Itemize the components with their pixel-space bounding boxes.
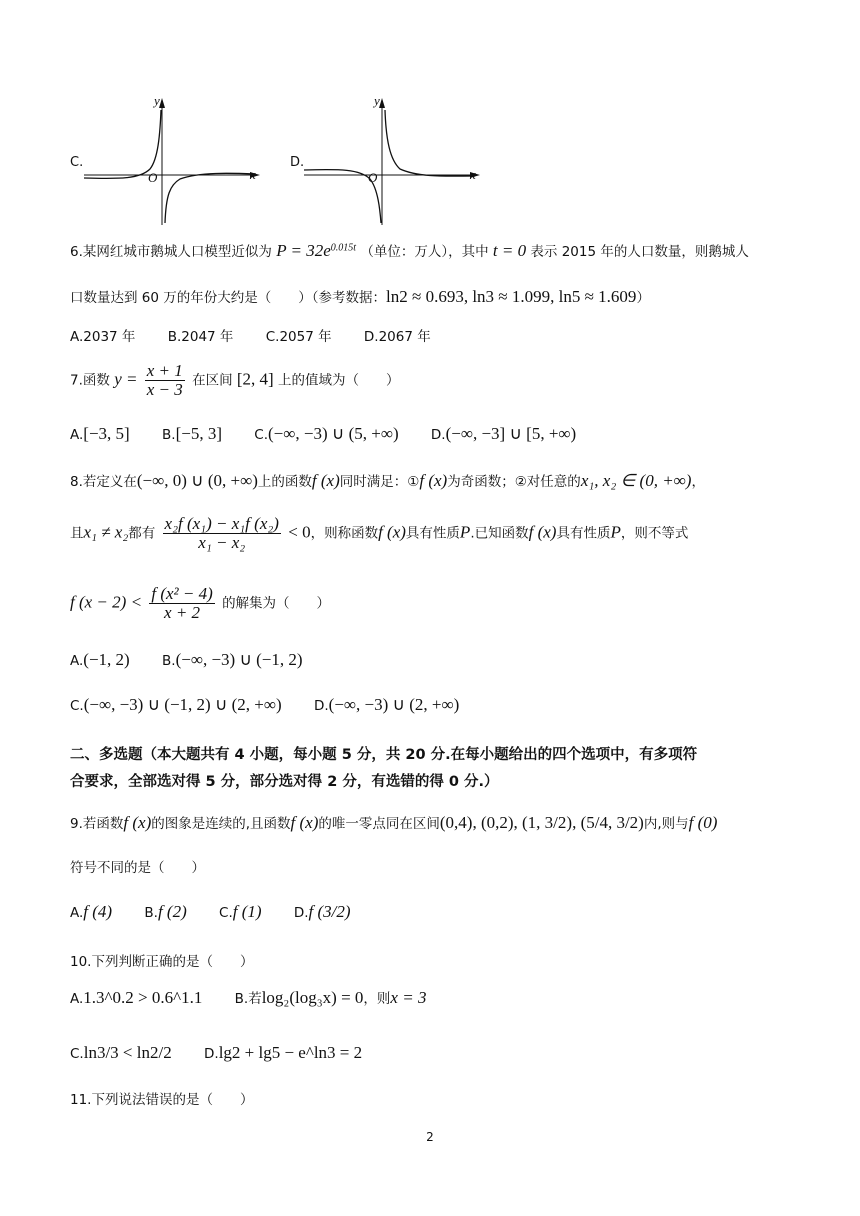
q7-stem-c: 上的值域为（ ） xyxy=(278,372,400,389)
q10-option-c[interactable]: C.ln3/3 < ln2/2 xyxy=(70,1043,172,1062)
q6-option-c[interactable]: C.2057 年 xyxy=(265,329,332,345)
q6-stem-a: 6.某网红城市鹅城人口模型近似为 xyxy=(70,244,272,260)
graph-c-plot xyxy=(70,95,270,230)
q9-option-d[interactable]: D.f (3/2) xyxy=(293,902,351,921)
graph-c xyxy=(70,95,270,230)
graph-d-origin: O xyxy=(368,170,378,185)
q8-line1: 8.若定义在(−∞, 0) ∪ (0, +∞)上的函数f (x)同时满足：①f (x)为奇函数；②对任意的x₁, x₂ ∈ (0, +∞)， xyxy=(70,471,705,490)
q9-option-c[interactable]: C.f (1) xyxy=(219,902,262,921)
q8-fx: f (x) xyxy=(311,471,340,490)
curve-right xyxy=(165,173,255,223)
page-number: 2 xyxy=(426,1130,434,1144)
graph-d-x: x xyxy=(470,167,476,182)
q7-numerator: x + 1 xyxy=(146,361,183,380)
curve-right xyxy=(385,110,475,176)
q10-option-a[interactable]: A.1.3^0.2 > 0.6^1.1 xyxy=(70,988,203,1007)
q8-options-row2 xyxy=(70,695,487,715)
q6-stem-b: （单位：万人），其中 xyxy=(360,244,489,260)
q8-line2: 且x₁ ≠ x₂都有 $\frac{\text{x₂f (x₁) − x₁f (x₂)}}{\text{x₁ − x₂}}$ < 0，则称函数f (x)具有性质P.已知函数f (x)具有性质P，则不等式 xyxy=(70,514,689,552)
q8-ineq-left: f (x − 2) < xyxy=(70,592,143,612)
q6-line1 xyxy=(70,240,749,261)
q9-intervals: (0,4), (0,2), (1, 3/2), (5/4, 3/2) xyxy=(439,813,644,832)
q7-denominator: x − 3 xyxy=(146,380,183,399)
q9-line2: 符号不同的是（ ） xyxy=(70,860,205,876)
q6-line2 xyxy=(70,286,650,307)
q9-options xyxy=(70,902,379,922)
q7-stem-a: 7.函数 xyxy=(70,372,110,389)
section2-line2: 合要求，全部选对得 5 分，部分选对得 2 分，有选错的得 0 分.） xyxy=(70,774,499,790)
q7-option-d[interactable]: D.(−∞, −3] ∪ [5, +∞) xyxy=(430,424,577,443)
q6-stem-e: ） xyxy=(636,290,650,306)
q10-stem: 10.下列判断正确的是（ ） xyxy=(70,954,254,970)
q9-option-a[interactable]: A.f (4) xyxy=(70,902,113,921)
q8-option-a[interactable]: A.(−1, 2) xyxy=(70,650,130,669)
q10-options-row1 xyxy=(70,987,454,1008)
q8-ineq-fraction: $\frac{\text{f (x² − 4)}}{x + 2}$ xyxy=(151,584,213,622)
q7-interval: [2, 4] xyxy=(236,369,274,389)
q8-vars: x₁, x₂ ∈ (0, +∞) xyxy=(580,471,692,490)
q8-option-c[interactable]: C.(−∞, −3) ∪ (−1, 2) ∪ (2, +∞) xyxy=(70,695,282,714)
q10-option-b[interactable]: B.若log₂(log₃x) = 0，则x = 3 xyxy=(234,988,427,1007)
q8-options-row1 xyxy=(70,650,331,670)
graph-d-label: D. xyxy=(290,155,305,170)
graph-c-origin: O xyxy=(148,170,158,185)
q8-domain: (−∞, 0) ∪ (0, +∞) xyxy=(136,471,258,490)
q7-option-c[interactable]: C.(−∞, −3) ∪ (5, +∞) xyxy=(254,424,399,443)
q6-exponent: 0.015t xyxy=(330,242,357,254)
q9-option-b[interactable]: B.f (2) xyxy=(144,902,187,921)
q8-option-d[interactable]: D.(−∞, −3) ∪ (2, +∞) xyxy=(313,695,460,714)
q7-y: y = xyxy=(114,369,138,389)
q9-line1: 9.若函数f (x)的图象是连续的,且函数f (x)的唯一零点同在区间(0,4), (0,2), (1, 3/2), (5/4, 3/2)内,则与f (0) xyxy=(70,813,718,832)
q7-option-a[interactable]: A.[−3, 5] xyxy=(70,424,130,443)
graph-d-y: y xyxy=(374,93,380,108)
q8-fraction: $\frac{\text{x₂f (x₁) − x₁f (x₂)}}{\text{x₁ − x₂}}$ xyxy=(164,514,279,552)
graph-c-y: y xyxy=(154,93,160,108)
q11-stem: 11.下列说法错误的是（ ） xyxy=(70,1092,254,1108)
q6-option-a[interactable]: A.2037 年 xyxy=(70,329,136,345)
q6-t0: t = 0 xyxy=(492,241,527,260)
q10-option-d[interactable]: D.lg2 + lg5 − e^ln3 = 2 xyxy=(204,1043,363,1062)
section2-line1: 二、多选题（本大题共有 4 小题，每小题 5 分，共 20 分.在每小题给出的四个选项中，有多项符 xyxy=(70,747,698,763)
q6-option-b[interactable]: B.2047 年 xyxy=(167,329,234,345)
q7-option-b[interactable]: B.[−5, 3] xyxy=(162,424,222,443)
q8-line3: f (x − 2) < $\frac{\text{f (x² − 4)}}{x + 2}$ 的解集为（ ） xyxy=(70,584,331,622)
q7-fraction xyxy=(145,362,185,399)
q6-stem-c: 表示 2015 年的人口数量，则鹅城人 xyxy=(530,244,749,260)
q7-line1 xyxy=(70,362,400,399)
graph-c-x: x xyxy=(250,167,256,182)
graph-d xyxy=(290,95,490,230)
graph-c-label: C. xyxy=(70,155,84,170)
graph-d-plot xyxy=(290,95,490,230)
q6-option-d[interactable]: D.2067 年 xyxy=(363,329,431,345)
q7-stem-b: 在区间 xyxy=(192,372,233,389)
q8-neq: x₁ ≠ x₂ xyxy=(83,522,129,542)
q10-options-row2 xyxy=(70,1043,390,1063)
q8-option-b[interactable]: B.(−∞, −3) ∪ (−1, 2) xyxy=(162,650,303,669)
curve-left xyxy=(84,110,161,178)
q6-formula: P = 32e xyxy=(276,241,331,260)
q6-options xyxy=(70,325,459,345)
q6-stem-d: 口数量达到 60 万的年份大约是（ ）（参考数据： xyxy=(70,290,387,306)
q9-f0: f (0) xyxy=(688,813,718,832)
q6-reference-data: ln2 ≈ 0.693, ln3 ≈ 1.099, ln5 ≈ 1.609 xyxy=(386,287,637,306)
q7-options xyxy=(70,424,604,444)
